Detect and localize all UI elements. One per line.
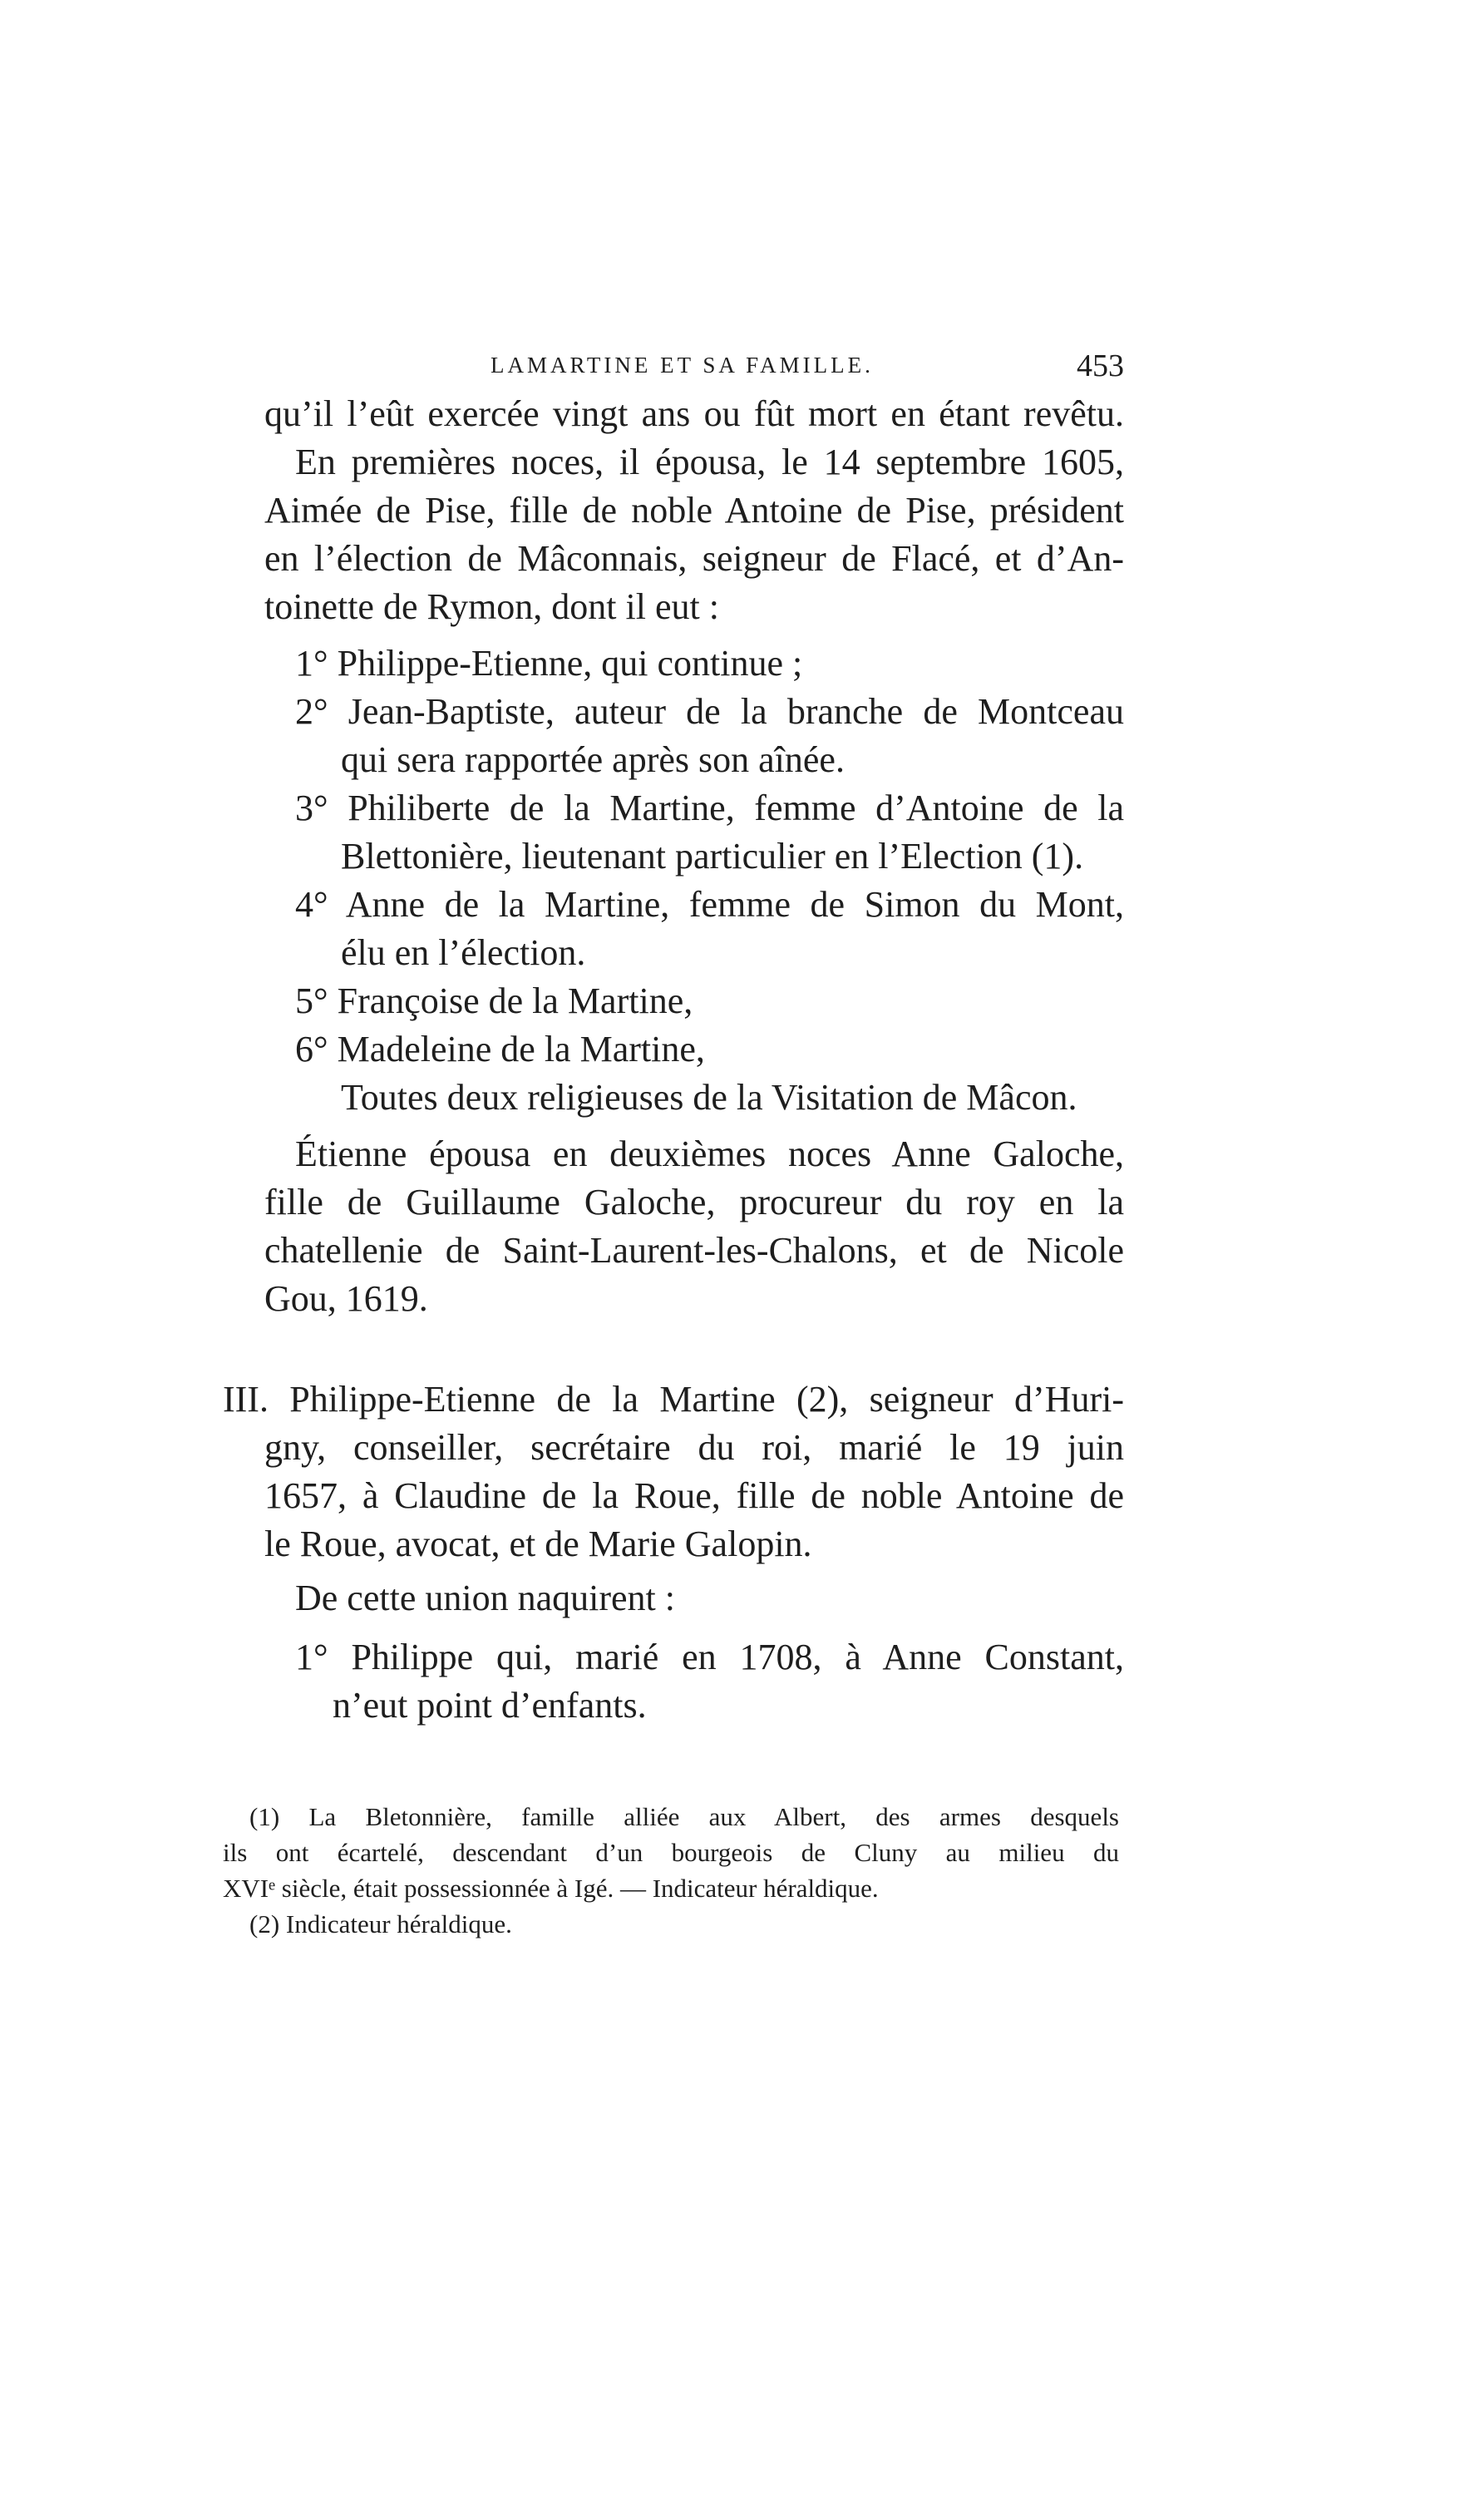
page-header [258,348,1124,389]
running-head: LAMARTINE ET SA FAMILLE. [491,353,874,378]
list-item-continuation: n’eut point d’enfants. [333,1685,647,1726]
list-item: 5° Françoise de la Martine, [295,980,693,1021]
list-item-continuation: Blettonière, lieutenant particulier en l’Election (1). [341,836,1084,877]
list-item: 1° Philippe qui, marié en 1708, à Anne Constant, [295,1637,1124,1677]
list-item: 4° Anne de la Martine, femme de Simon du Mont, [295,884,1124,925]
text-line: le Roue, avocat, et de Marie Galopin. [264,1524,812,1564]
list-item-continuation: élu en l’élection. [341,932,586,973]
list-item: 3° Philiberte de la Martine, femme d’Antoine de la [295,788,1124,828]
text-line: 1657, à Claudine de la Roue, fille de noble Antoine de [264,1475,1124,1516]
footnote-line: (1) La Bletonnière, famille alliée aux Albert, des armes desquels [249,1802,1119,1831]
list-item-continuation: qui sera rapportée après son aînée. [341,739,845,780]
list-item: 2° Jean-Baptiste, auteur de la branche de Montceau [295,691,1124,732]
section-heading-line: III. Philippe-Etienne de la Martine (2), seigneur d’Huri- [223,1379,1124,1420]
text-line: Aimée de Pise, fille de noble Antoine de Pise, président [264,490,1124,531]
footnote-line: XVIᵉ siècle, était possessionnée à Igé. — Indicateur héraldique. [223,1874,879,1903]
text-line: chatellenie de Saint-Laurent-les-Chalons, et de Nicole [264,1230,1124,1271]
text-line: De cette union naquirent : [295,1578,675,1618]
text-line: toinette de Rymon, dont il eut : [264,586,719,627]
text-line: en l’élection de Mâconnais, seigneur de Flacé, et d’An- [264,538,1124,579]
text-line: Gou, 1619. [264,1278,428,1319]
text-line: Étienne épousa en deuxièmes noces Anne Galoche, [295,1133,1124,1174]
page-number: 453 [1077,348,1124,383]
text-line: gny, conseiller, secrétaire du roi, marié le 19 juin [264,1427,1124,1468]
text-line: qu’il l’eût exercée vingt ans ou fût mort en étant revêtu. [264,393,1124,434]
text-line: fille de Guillaume Galoche, procureur du roy en la [264,1182,1124,1222]
footnote-line: (2) Indicateur héraldique. [249,1909,512,1939]
footnote-line: ils ont écartelé, descendant d’un bourgeois de Cluny au milieu du [223,1838,1119,1867]
list-item: 6° Madeleine de la Martine, [295,1029,705,1069]
list-item-continuation: Toutes deux religieuses de la Visitation de Mâcon. [341,1077,1077,1118]
list-item: 1° Philippe-Etienne, qui continue ; [295,643,803,684]
text-line: En premières noces, il épousa, le 14 septembre 1605, [295,442,1124,482]
